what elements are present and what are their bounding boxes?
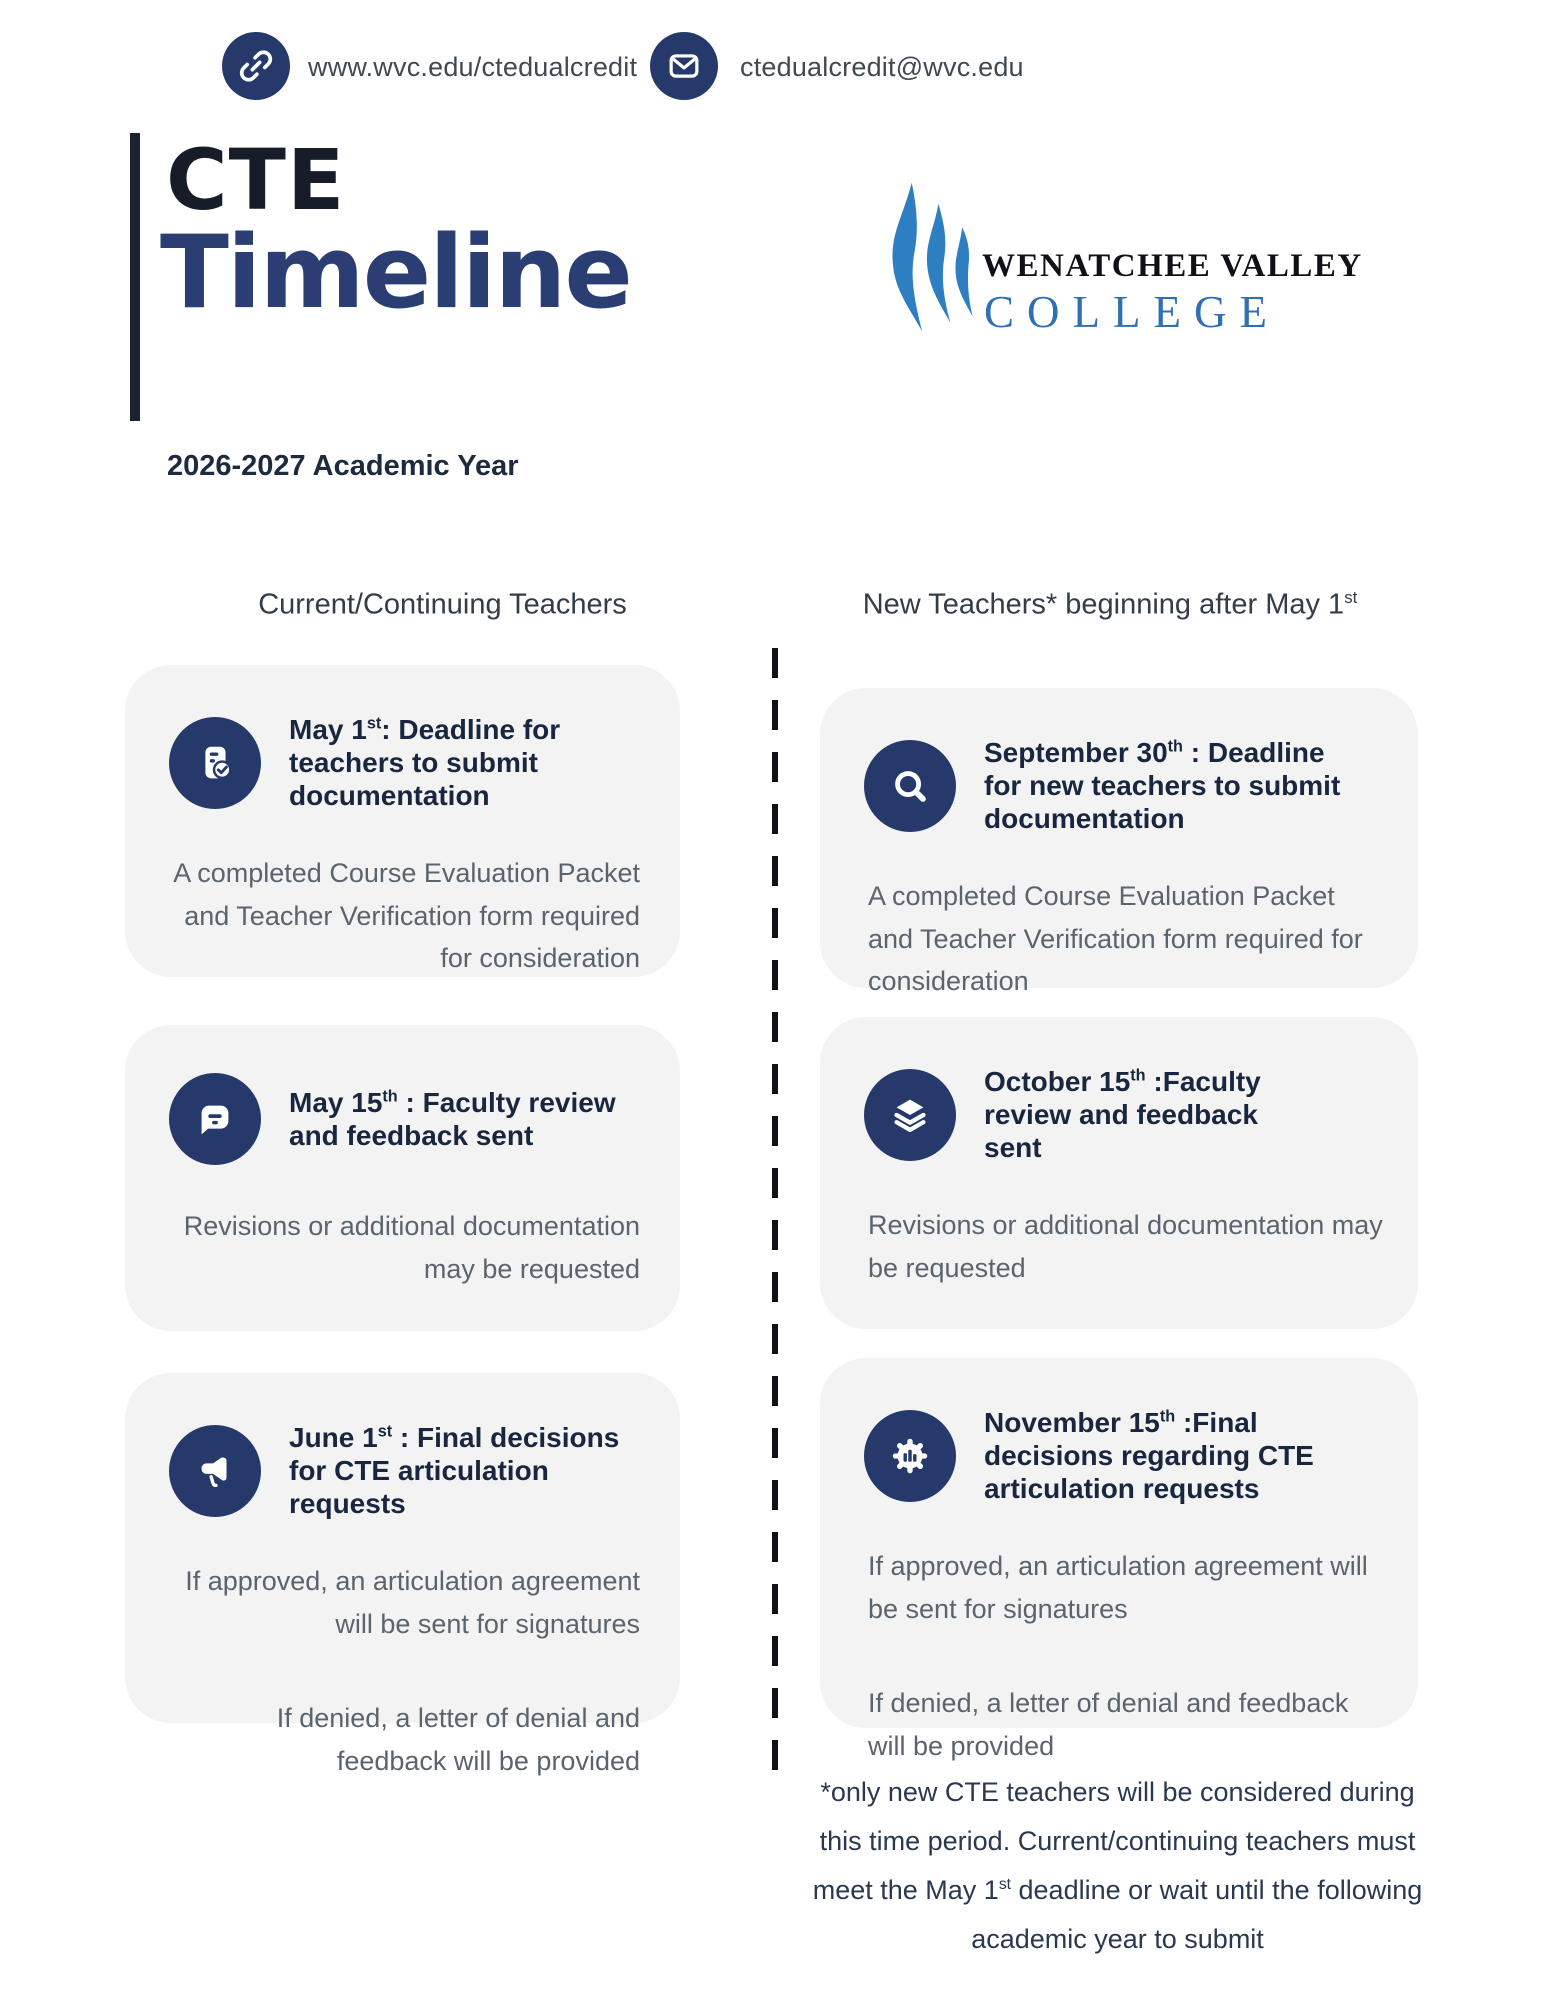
page-title: Timeline (160, 213, 631, 331)
card-header (169, 713, 644, 812)
card-body-text: If denied, a letter of denial and feedback will be provided (868, 1688, 1349, 1762)
timeline-card-september-30 (820, 688, 1418, 997)
megaphone-icon (192, 1448, 238, 1494)
card-title (289, 1086, 644, 1152)
card-body-text: If approved, an articulation agreement will be sent for signatures (868, 1551, 1368, 1624)
footnote-text: *only new CTE teachers will be considered during this time period. Current/continuing teachers must meet the May 1 (812, 1777, 1416, 1906)
card-body-text: Revisions or additional documentation may be requested (183, 1211, 640, 1284)
card-title-text: September 30 (984, 737, 1168, 768)
card-title-text: May 1 (289, 714, 367, 745)
link-icon-badge (222, 32, 290, 100)
flame-logo-icon (882, 182, 977, 332)
card-body-text: If denied, a letter of denial and feedback will be provided (276, 1703, 640, 1777)
icon-badge (169, 1425, 261, 1517)
card-title-text: June 1 (289, 1422, 378, 1453)
logo-college-name: WENATCHEE VALLEY (982, 248, 1363, 284)
card-header (864, 1065, 1390, 1164)
card-body-text: Revisions or additional documentation may be requested (868, 1210, 1383, 1283)
icon-badge (864, 1410, 956, 1502)
contact-email: ctedualcredit@wvc.edu (740, 52, 1024, 82)
mail-icon-badge (650, 32, 718, 100)
card-title (289, 713, 619, 812)
timeline-card-october-15 (820, 1017, 1418, 1329)
card-title (984, 1406, 1384, 1505)
icon-badge (169, 717, 261, 809)
card-title-text: :Final decisions regarding CTE articulation requests (984, 1407, 1314, 1505)
column-divider-dashed-line (772, 648, 778, 1788)
card-body-text: A completed Course Evaluation Packet and Teacher Verification form required for consideration (868, 881, 1363, 997)
document-check-icon (192, 740, 238, 786)
column-header-text: New Teachers* beginning after May 1 (862, 588, 1345, 621)
card-title-sup: th (382, 1087, 398, 1106)
card-title-text: October 15 (984, 1066, 1131, 1097)
card-title (984, 1065, 1314, 1164)
card-title (984, 736, 1349, 835)
search-icon (887, 763, 933, 809)
column-header-new-teachers (795, 588, 1425, 622)
card-title-sup: th (1159, 1407, 1176, 1426)
layers-icon (887, 1092, 933, 1138)
footnote-text: deadline or wait until the following academic year to submit (971, 1875, 1423, 1955)
card-title-sup: th (1167, 737, 1183, 756)
website-url: www.wvc.edu/ctedualcredit (308, 52, 638, 82)
timeline-card-november-15 (820, 1358, 1418, 1762)
column-header-text: Current/Continuing Teachers (258, 588, 627, 621)
icon-badge (864, 740, 956, 832)
card-header (864, 736, 1390, 835)
card-title-text: : Faculty review and feedback sent (289, 1086, 616, 1151)
new-teachers-footnote (810, 1768, 1425, 1965)
timeline-card-may-1 (125, 665, 680, 977)
chat-bubble-icon (192, 1096, 238, 1142)
card-title-sup: st (366, 714, 382, 733)
timeline-card-may-15 (125, 1025, 680, 1331)
card-title-sup: th (1130, 1066, 1146, 1085)
column-header-current-teachers (170, 588, 715, 622)
link-icon (234, 44, 278, 88)
card-body-text: If approved, an articulation agreement will be sent for signatures (185, 1566, 640, 1639)
title-accent-bar (130, 133, 140, 421)
footnote-sup: st (998, 1876, 1012, 1894)
column-header-sup: st (1344, 588, 1358, 607)
card-title-text: : Deadline for new teachers to submit documentation (984, 737, 1341, 835)
timeline-card-june-1 (125, 1373, 680, 1777)
card-title-text: :Faculty review and feedback sent (984, 1066, 1261, 1164)
card-title (289, 1421, 644, 1520)
college-logo (882, 178, 1363, 348)
card-title-text: : Deadline for teachers to submit documentation (289, 714, 561, 812)
card-title-text: November 15 (984, 1407, 1160, 1438)
logo-college-word: COLLEGE (984, 287, 1280, 337)
card-header (169, 1073, 644, 1165)
card-title-text: : Final decisions for CTE articulation requests (289, 1422, 620, 1520)
card-header (864, 1406, 1390, 1505)
icon-badge (169, 1073, 261, 1165)
card-header (169, 1421, 644, 1520)
academic-year-subtitle: 2026-2027 Academic Year (167, 450, 519, 482)
card-title-text: May 15 (289, 1086, 383, 1118)
mail-icon (662, 44, 706, 88)
card-title-sup: st (377, 1422, 393, 1441)
title-kicker: CTE (166, 131, 346, 229)
card-body-text: A completed Course Evaluation Packet and Teacher Verification form required for consideration (173, 858, 640, 974)
icon-badge (864, 1069, 956, 1161)
gear-icon (887, 1433, 933, 1479)
